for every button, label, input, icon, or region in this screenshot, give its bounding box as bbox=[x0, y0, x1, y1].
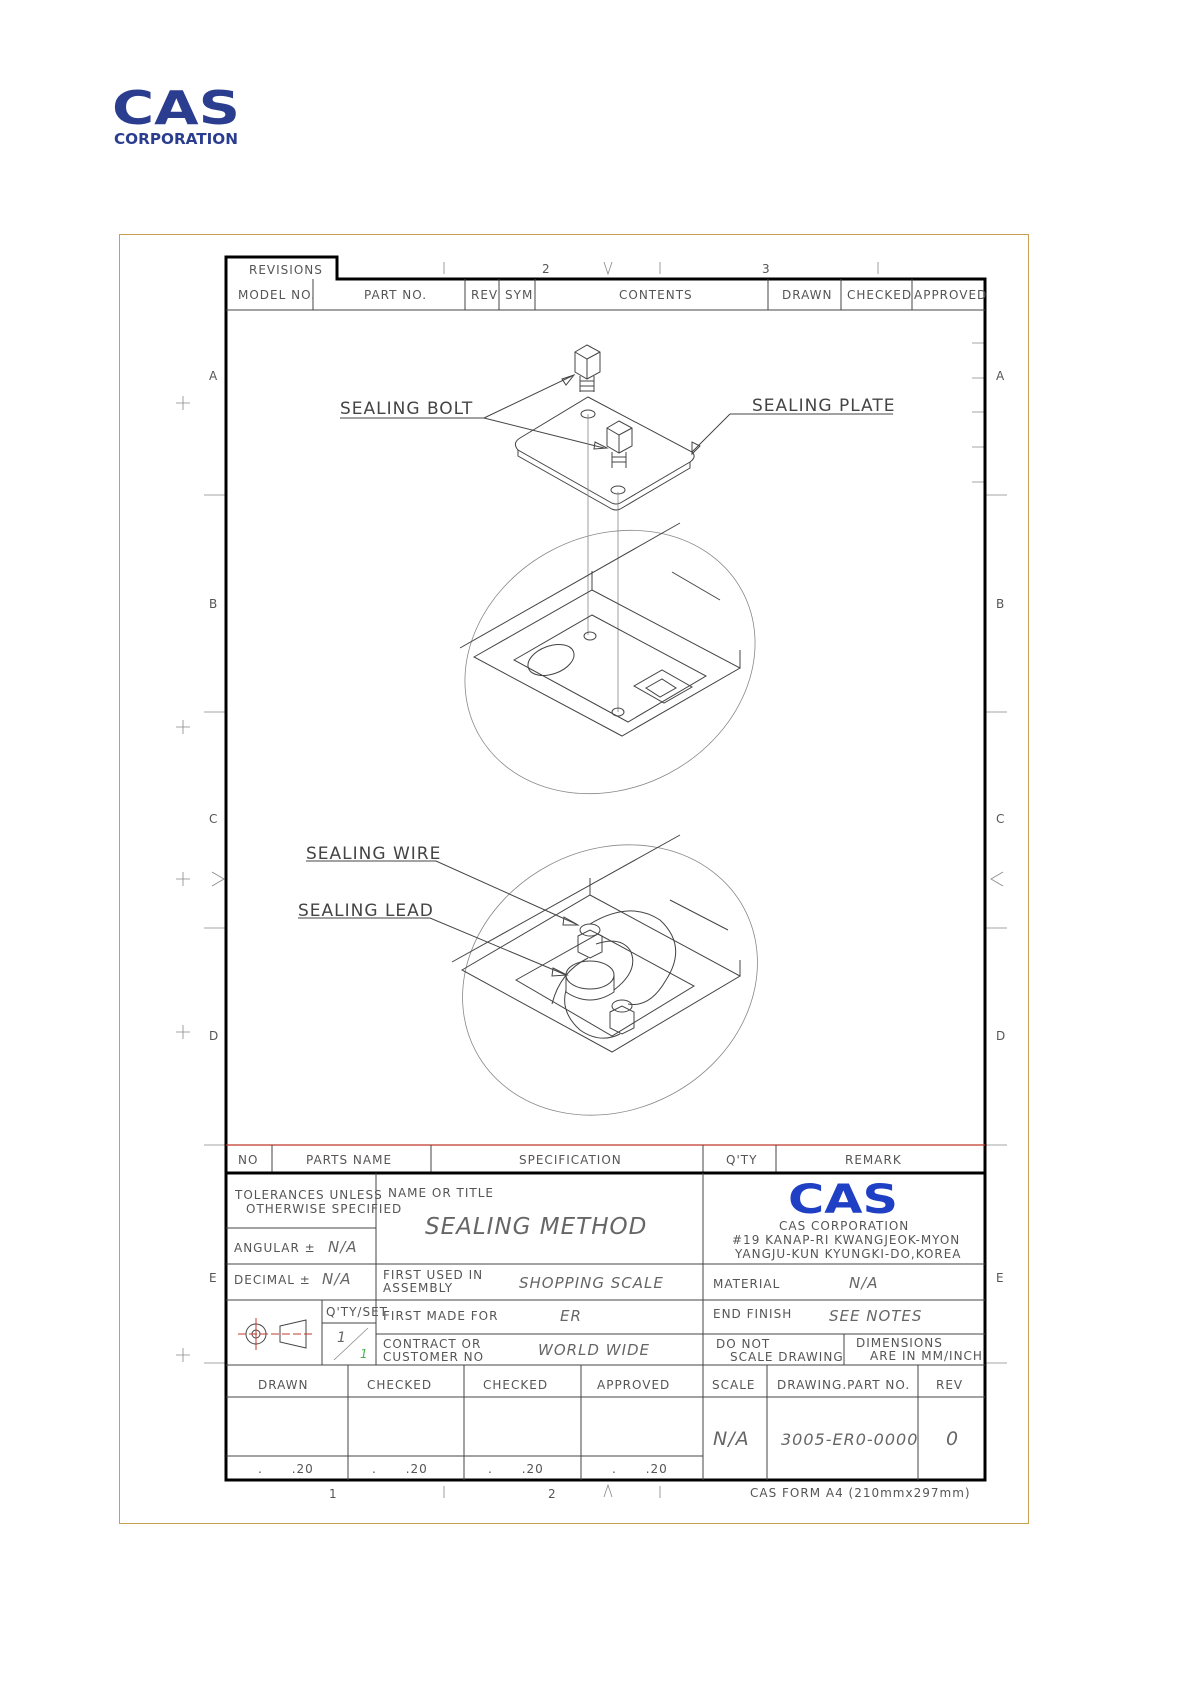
parts-header-remark: REMARK bbox=[845, 1153, 902, 1167]
scale-value: N/A bbox=[713, 1428, 750, 1450]
decimal-label: DECIMAL ± bbox=[234, 1273, 311, 1287]
rev-header-approved: APPROVED bbox=[914, 288, 988, 302]
zone-row-b-left: B bbox=[209, 597, 219, 611]
sign-date-drawn: . .20 bbox=[258, 1462, 314, 1476]
drawing-no-value: 3005-ER0-0000 bbox=[781, 1430, 919, 1449]
name-or-title-label: NAME OR TITLE bbox=[388, 1186, 494, 1200]
sealing-plate-illustration bbox=[340, 345, 893, 844]
angular-label: ANGULAR ± bbox=[234, 1241, 316, 1255]
callout-sealing-plate: SEALING PLATE bbox=[752, 396, 896, 416]
end-finish-value: SEE NOTES bbox=[829, 1307, 923, 1325]
contract-label-1: CONTRACT OR bbox=[383, 1337, 482, 1351]
rev-label: REV bbox=[936, 1378, 964, 1392]
form-note: CAS FORM A4 (210mmx297mm) bbox=[750, 1486, 971, 1500]
company-name: CAS CORPORATION bbox=[779, 1219, 910, 1233]
do-not-scale-1: DO NOT bbox=[716, 1337, 771, 1351]
end-finish-label: END FINISH bbox=[713, 1307, 793, 1321]
zone-row-a-right: A bbox=[996, 369, 1006, 383]
parts-header-qty: Q'TY bbox=[726, 1153, 758, 1167]
logo-subtitle: CORPORATION bbox=[114, 130, 238, 148]
zone-row-c-right: C bbox=[996, 812, 1006, 826]
angular-value: N/A bbox=[328, 1238, 358, 1256]
title-block bbox=[226, 1173, 985, 1480]
rev-header-model-no: MODEL NO. bbox=[238, 288, 316, 302]
first-used-label-2: ASSEMBLY bbox=[383, 1281, 454, 1295]
zone-row-e-left: E bbox=[209, 1271, 218, 1285]
qty-set-value-top: 1 bbox=[337, 1330, 347, 1346]
tolerances-line-2: OTHERWISE SPECIFIED bbox=[246, 1202, 403, 1216]
sign-header-approved: APPROVED bbox=[597, 1378, 671, 1392]
tolerances-line-1: TOLERANCES UNLESS bbox=[235, 1188, 383, 1202]
sign-date-checked-1: . .20 bbox=[372, 1462, 428, 1476]
dimensions-2: ARE IN MM/INCH bbox=[870, 1349, 983, 1363]
zone-row-d-left: D bbox=[209, 1029, 220, 1043]
decimal-value: N/A bbox=[322, 1270, 352, 1288]
company-address-2: YANGJU-KUN KYUNGKI-DO,KOREA bbox=[735, 1247, 962, 1261]
revisions-tab-label: REVISIONS bbox=[249, 263, 323, 277]
scale-label: SCALE bbox=[712, 1378, 756, 1392]
callout-sealing-lead: SEALING LEAD bbox=[298, 901, 434, 921]
first-used-value: SHOPPING SCALE bbox=[519, 1274, 664, 1292]
parts-header-no: NO bbox=[238, 1153, 259, 1167]
contract-value: WORLD WIDE bbox=[538, 1341, 651, 1359]
zone-row-d-right: D bbox=[996, 1029, 1007, 1043]
contract-label-2: CUSTOMER NO bbox=[383, 1350, 485, 1364]
logo-brand: CAS bbox=[112, 86, 240, 135]
rev-value: 0 bbox=[946, 1428, 960, 1450]
zone-row-a-left: A bbox=[209, 369, 219, 383]
rev-header-rev: REV bbox=[471, 288, 499, 302]
rev-header-sym: SYM bbox=[505, 288, 534, 302]
material-value: N/A bbox=[849, 1274, 879, 1292]
company-address-1: #19 KANAP-RI KWANGJEOK-MYON bbox=[732, 1233, 961, 1247]
do-not-scale-2: SCALE DRAWING bbox=[730, 1350, 844, 1364]
material-label: MATERIAL bbox=[713, 1277, 781, 1291]
zone-row-b-right: B bbox=[996, 597, 1006, 611]
sign-header-checked-1: CHECKED bbox=[367, 1378, 433, 1392]
rev-header-checked: CHECKED bbox=[847, 288, 913, 302]
title-block-cas-logo: CAS bbox=[788, 1177, 898, 1223]
first-used-label-1: FIRST USED IN bbox=[383, 1268, 484, 1282]
callout-sealing-bolt: SEALING BOLT bbox=[340, 399, 474, 419]
drawing-no-label: DRAWING.PART NO. bbox=[777, 1378, 911, 1392]
qty-set-value-bottom: 1 bbox=[360, 1347, 369, 1361]
rev-header-part-no: PART NO. bbox=[364, 288, 428, 302]
parts-header-specification: SPECIFICATION bbox=[519, 1153, 622, 1167]
zone-col-2-bottom: 2 bbox=[548, 1487, 557, 1501]
callout-sealing-wire: SEALING WIRE bbox=[306, 844, 442, 864]
projection-symbol-icon bbox=[238, 1318, 312, 1350]
sign-header-checked-2: CHECKED bbox=[483, 1378, 549, 1392]
rev-header-drawn: DRAWN bbox=[782, 288, 833, 302]
dimensions-1: DIMENSIONS bbox=[856, 1336, 943, 1350]
zone-col-1-bottom: 1 bbox=[329, 1487, 338, 1501]
zone-row-c-left: C bbox=[209, 812, 219, 826]
first-made-label: FIRST MADE FOR bbox=[383, 1309, 499, 1323]
qty-set-label: Q'TY/SET bbox=[326, 1305, 388, 1319]
zone-col-3-top: 3 bbox=[762, 262, 771, 276]
sign-header-drawn: DRAWN bbox=[258, 1378, 309, 1392]
parts-list-header bbox=[226, 1145, 985, 1173]
zone-col-2-top: 2 bbox=[542, 262, 551, 276]
sign-date-approved: . .20 bbox=[612, 1462, 668, 1476]
rev-header-contents: CONTENTS bbox=[619, 288, 693, 302]
zone-row-e-right: E bbox=[996, 1271, 1005, 1285]
drawing-title: SEALING METHOD bbox=[425, 1214, 648, 1240]
sign-date-checked-2: . .20 bbox=[488, 1462, 544, 1476]
sheet-border bbox=[226, 257, 988, 1480]
parts-header-name: PARTS NAME bbox=[306, 1153, 393, 1167]
first-made-value: ER bbox=[560, 1307, 582, 1325]
